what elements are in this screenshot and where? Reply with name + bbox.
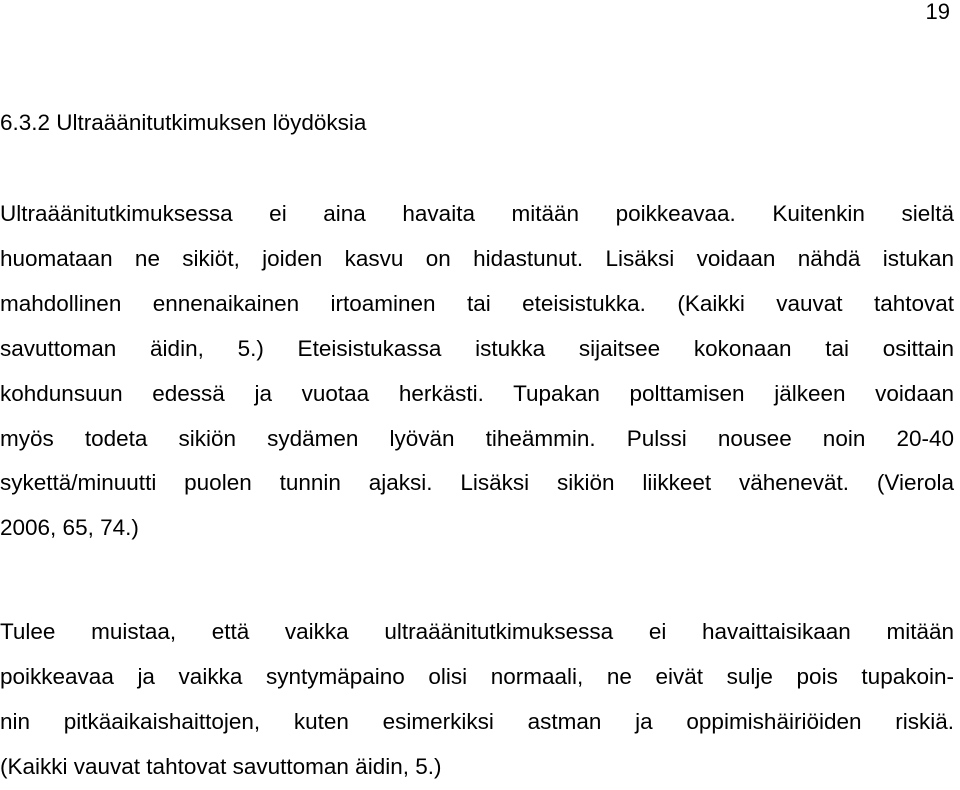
text-line: huomataan ne sikiöt, joiden kasvu on hidastunut. Lisäksi voidaan nähdä istukan — [0, 245, 954, 271]
section-heading: 6.3.2 Ultraäänitutkimuksen löydöksia — [0, 110, 367, 135]
text-line: Ultraäänitutkimuksessa ei aina havaita mitään poikkeavaa. Kuitenkin sieltä — [0, 201, 954, 226]
text-line: myös todeta sikiön sydämen lyövän tiheämmin. Pulssi nousee noin 20-40 — [0, 425, 954, 451]
text-line: kohdunsuun edessä ja vuotaa herkästi. Tupakan polttamisen jälkeen voidaan — [0, 380, 954, 406]
text-line: sykettä/minuutti puolen tunnin ajaksi. Lisäksi sikiön liikkeet vähenevät. (Vierola — [0, 470, 954, 496]
paragraph-ultrasound-findings — [0, 192, 954, 551]
text-line: 2006, 65, 74.) — [0, 515, 139, 541]
page-number: 19 — [925, 0, 950, 24]
text-line: poikkeavaa ja vaikka syntymäpaino olisi normaali, ne eivät sulje pois tupakoin- — [0, 663, 954, 689]
text-line: Tulee muistaa, että vaikka ultraäänitutkimuksessa ei havaittaisikaan mitään — [0, 619, 954, 644]
text-line: nin pitkäaikaishaittojen, kuten esimerkiksi astman ja oppimishäiriöiden riskiä. — [0, 708, 954, 734]
text-line: mahdollinen ennenaikainen irtoaminen tai eteisistukka. (Kaikki vauvat tahtovat — [0, 290, 954, 316]
paragraph-long-term-harms — [0, 610, 954, 790]
text-line: (Kaikki vauvat tahtovat savuttoman äidin, 5.) — [0, 753, 442, 779]
text-line: savuttoman äidin, 5.) Eteisistukassa istukka sijaitsee kokonaan tai osittain — [0, 335, 954, 361]
